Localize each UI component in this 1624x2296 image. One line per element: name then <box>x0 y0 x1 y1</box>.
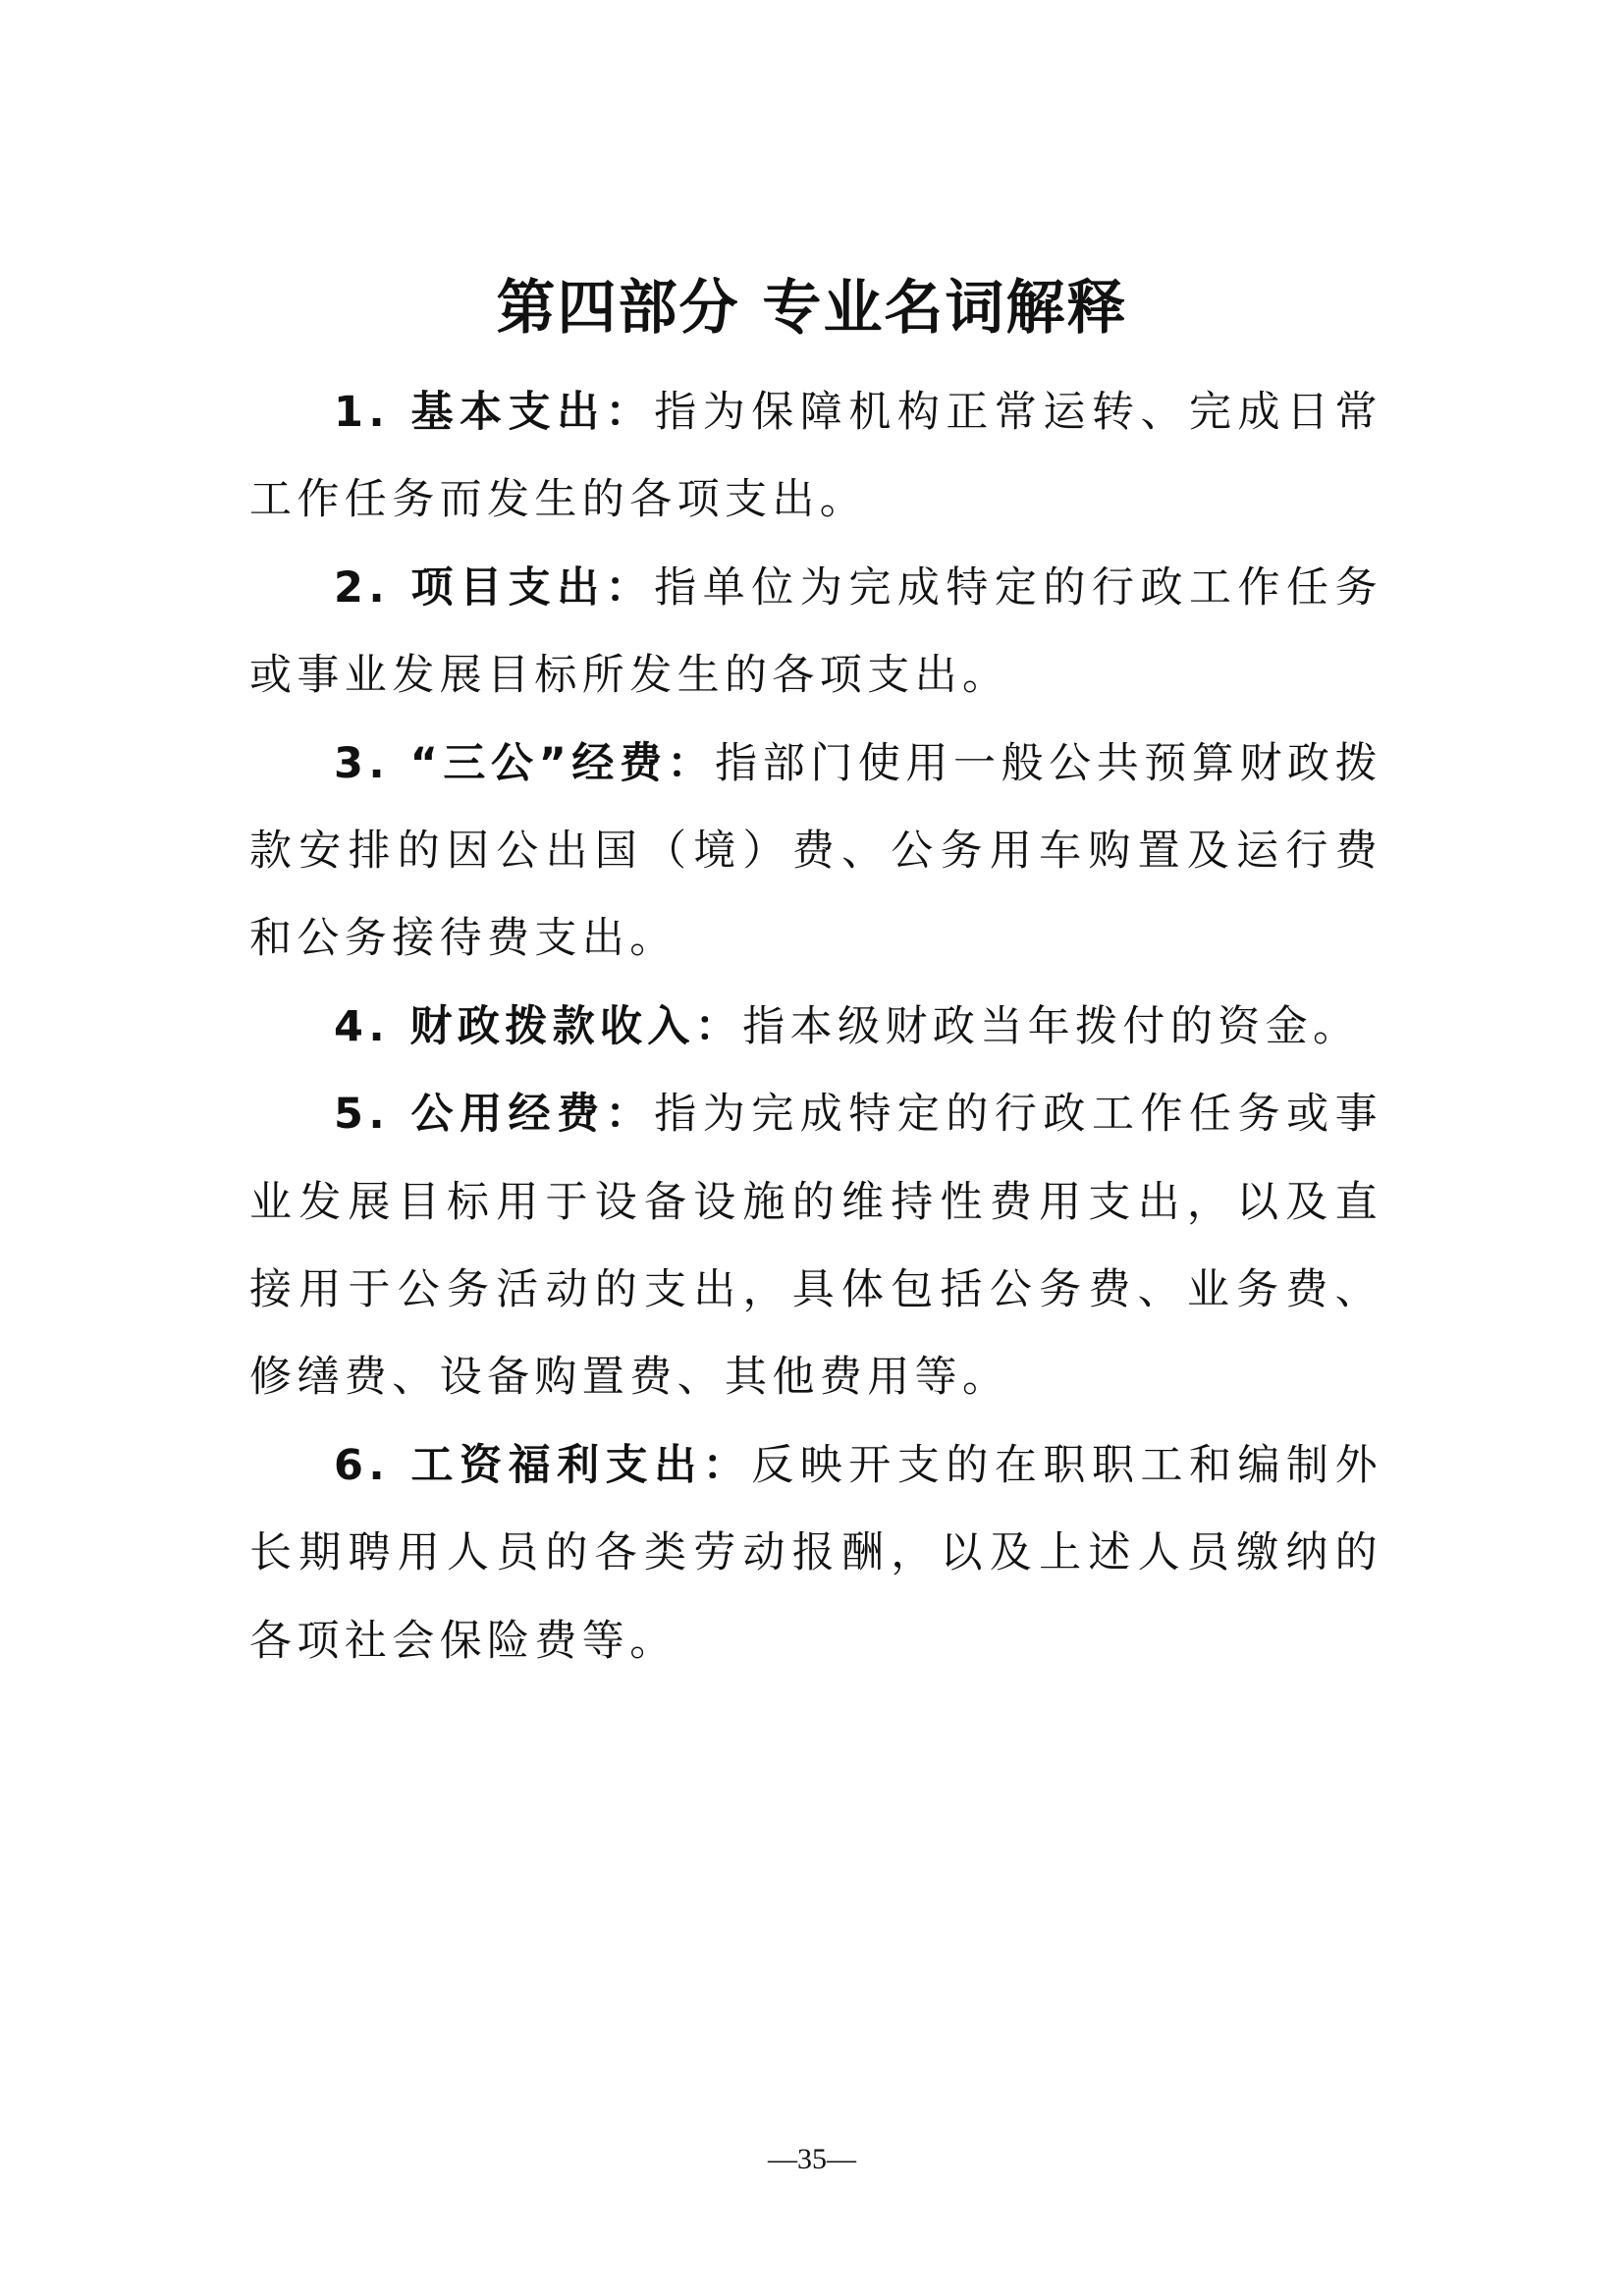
definition-item <box>249 369 1382 545</box>
definition-text: 指部门使用一般公共预算财政拨款安排的因公出国（境）费、公务用车购置及运行费和公务接待费支出。 <box>249 738 1382 964</box>
definition-text: 反映开支的在职职工和编制外长期聘用人员的各类劳动报酬，以及上述人员缴纳的各项社会保险费等。 <box>249 1440 1382 1666</box>
definition-term: 1. 基本支出： <box>334 388 655 437</box>
definition-text: 指为完成特定的行政工作任务或事业发展目标用于设备设施的维持性费用支出，以及直接用于公务活动的支出，具体包括公务费、业务费、修缮费、设备购置费、其他费用等。 <box>249 1090 1382 1403</box>
page-title: 第四部分 专业名词解释 <box>496 274 1128 343</box>
definition-item <box>249 1422 1382 1685</box>
definition-text: 指为保障机构正常运转、完成日常工作任务而发生的各项支出。 <box>249 388 1382 525</box>
definition-item <box>249 721 1382 984</box>
definition-item <box>249 1071 1382 1422</box>
definition-term: 5. 公用经费： <box>334 1090 655 1140</box>
definition-item <box>249 545 1382 721</box>
page-number: —35— <box>768 2143 856 2175</box>
definitions-list <box>249 369 1382 1685</box>
definition-term: 3. “三公”经费： <box>334 738 716 788</box>
definition-text: 指单位为完成特定的行政工作任务或事业发展目标所发生的各项支出。 <box>249 562 1382 701</box>
definition-term: 4. 财政拨款收入： <box>334 1001 743 1051</box>
definition-term: 6. 工资福利支出： <box>334 1440 752 1490</box>
definition-text: 指本级财政当年拨付的资金。 <box>742 1001 1361 1051</box>
definition-item <box>249 984 1382 1071</box>
definition-term: 2. 项目支出： <box>334 562 655 613</box>
